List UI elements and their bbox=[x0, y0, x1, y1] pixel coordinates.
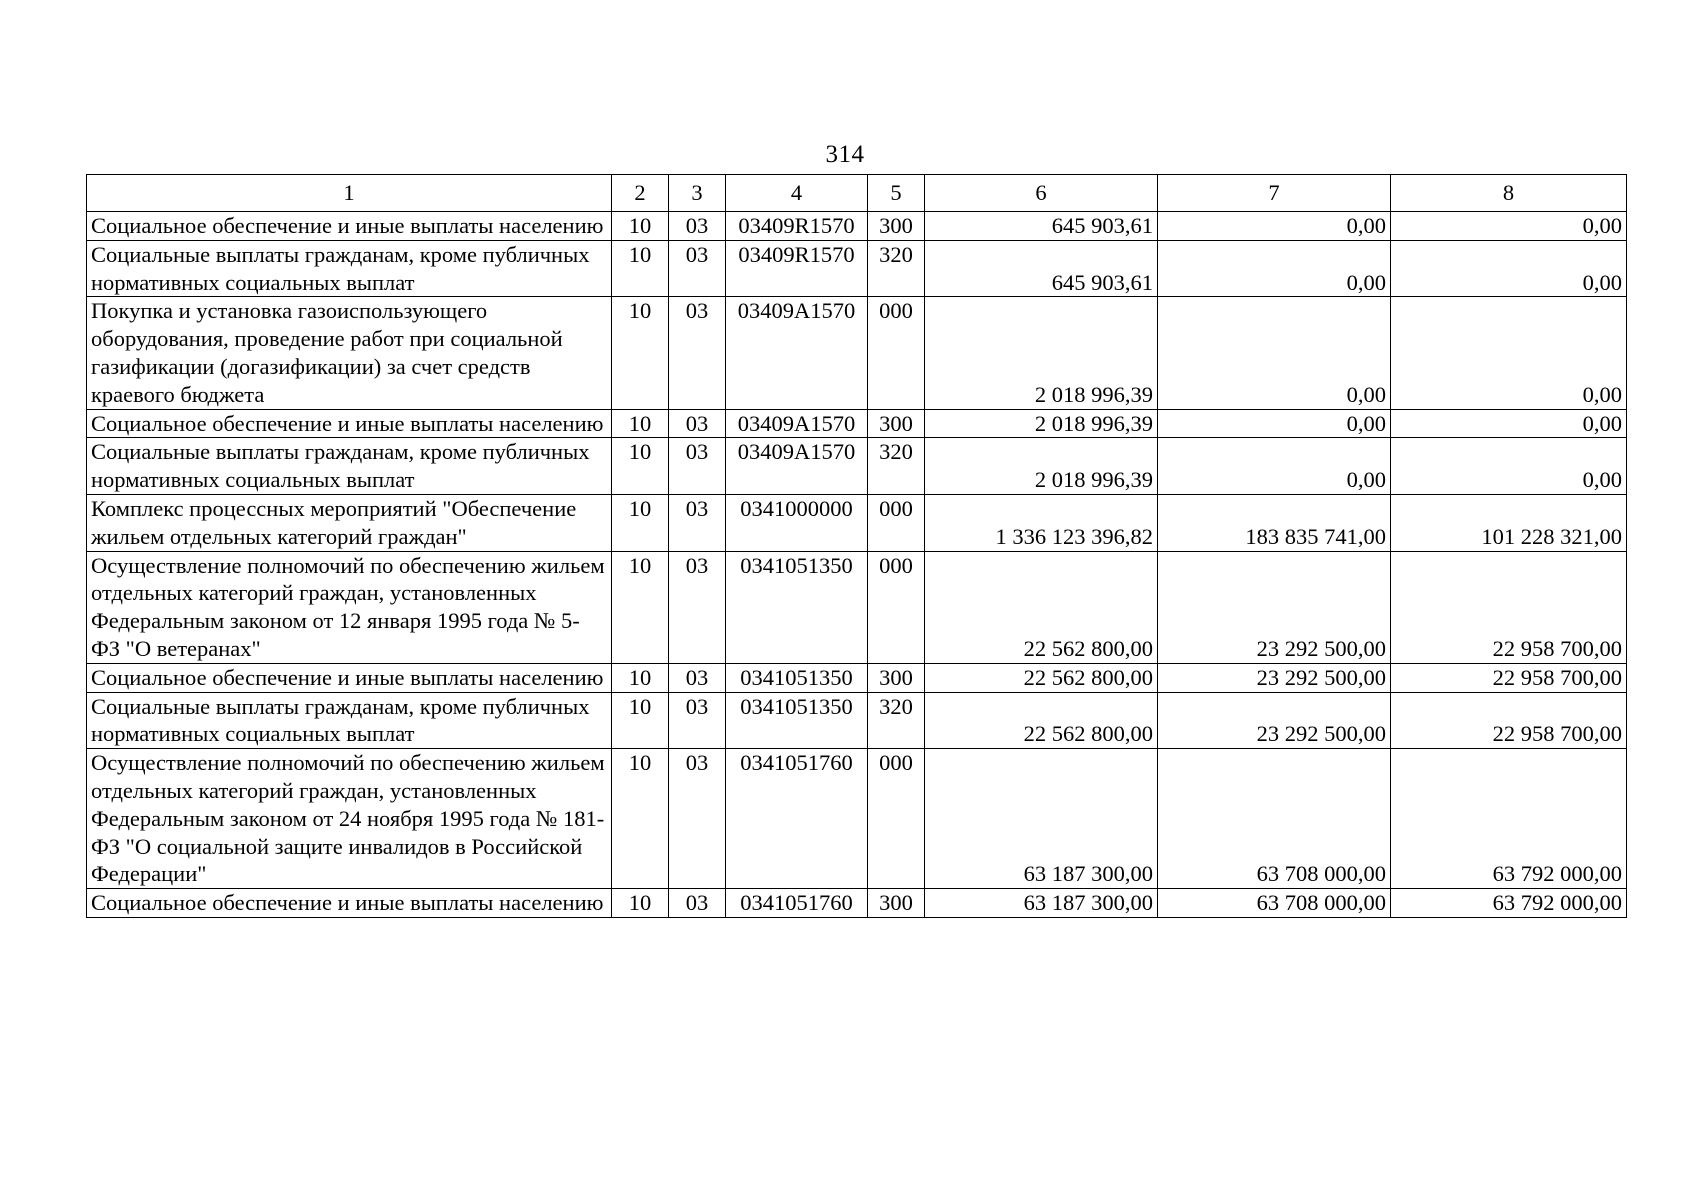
row-target-article: 03409R1570 bbox=[726, 240, 868, 297]
row-name: Социальные выплаты гражданам, кроме публичных нормативных социальных выплат bbox=[87, 240, 612, 297]
row-section-code: 10 bbox=[612, 889, 669, 918]
row-subsection-code: 03 bbox=[669, 663, 726, 692]
row-target-article: 0341051760 bbox=[726, 749, 868, 889]
row-name: Осуществление полномочий по обеспечению жильем отдельных категорий граждан, установленных Федеральным законом от 12 января 1995 года № 5-ФЗ "О ветеранах" bbox=[87, 551, 612, 663]
row-section-code: 10 bbox=[612, 494, 669, 551]
row-subsection-code: 03 bbox=[669, 438, 726, 495]
row-target-article: 0341051350 bbox=[726, 663, 868, 692]
row-amount-6: 645 903,61 bbox=[925, 240, 1158, 297]
row-subsection-code: 03 bbox=[669, 240, 726, 297]
row-amount-8: 101 228 321,00 bbox=[1391, 494, 1627, 551]
row-expense-type: 000 bbox=[868, 494, 925, 551]
row-section-code: 10 bbox=[612, 749, 669, 889]
row-amount-6: 22 562 800,00 bbox=[925, 663, 1158, 692]
table-row bbox=[87, 551, 1627, 663]
row-amount-8: 0,00 bbox=[1391, 240, 1627, 297]
row-subsection-code: 03 bbox=[669, 551, 726, 663]
row-subsection-code: 03 bbox=[669, 889, 726, 918]
row-expense-type: 320 bbox=[868, 438, 925, 495]
row-section-code: 10 bbox=[612, 551, 669, 663]
row-expense-type: 300 bbox=[868, 663, 925, 692]
row-name: Социальное обеспечение и иные выплаты населению bbox=[87, 663, 612, 692]
row-amount-8: 63 792 000,00 bbox=[1391, 889, 1627, 918]
row-name: Осуществление полномочий по обеспечению жильем отдельных категорий граждан, установленных Федеральным законом от 24 ноября 1995 года № 181-ФЗ "О социальной защите инвалидов в Российской Федерации" bbox=[87, 749, 612, 889]
row-expense-type: 300 bbox=[868, 889, 925, 918]
row-amount-7: 183 835 741,00 bbox=[1158, 494, 1391, 551]
row-amount-7: 0,00 bbox=[1158, 240, 1391, 297]
row-target-article: 0341051760 bbox=[726, 889, 868, 918]
row-amount-6: 1 336 123 396,82 bbox=[925, 494, 1158, 551]
row-amount-7: 63 708 000,00 bbox=[1158, 889, 1391, 918]
row-expense-type: 320 bbox=[868, 240, 925, 297]
row-name: Покупка и установка газоиспользующего оборудования, проведение работ при социальной газификации (догазификации) за счет средств краевого бюджета bbox=[87, 297, 612, 409]
row-section-code: 10 bbox=[612, 438, 669, 495]
row-amount-6: 63 187 300,00 bbox=[925, 749, 1158, 889]
table-row bbox=[87, 494, 1627, 551]
column-header-4: 4 bbox=[726, 175, 868, 212]
row-amount-6: 2 018 996,39 bbox=[925, 438, 1158, 495]
table-row bbox=[87, 240, 1627, 297]
row-amount-7: 0,00 bbox=[1158, 438, 1391, 495]
table-row bbox=[87, 889, 1627, 918]
row-amount-6: 22 562 800,00 bbox=[925, 692, 1158, 749]
row-subsection-code: 03 bbox=[669, 297, 726, 409]
row-section-code: 10 bbox=[612, 212, 669, 241]
table-row bbox=[87, 663, 1627, 692]
row-target-article: 03409A1570 bbox=[726, 297, 868, 409]
row-expense-type: 000 bbox=[868, 297, 925, 409]
column-header-3: 3 bbox=[669, 175, 726, 212]
table-row bbox=[87, 438, 1627, 495]
row-name: Социальное обеспечение и иные выплаты населению bbox=[87, 212, 612, 241]
row-name: Комплекс процессных мероприятий "Обеспечение жильем отдельных категорий граждан" bbox=[87, 494, 612, 551]
row-subsection-code: 03 bbox=[669, 692, 726, 749]
row-amount-8: 22 958 700,00 bbox=[1391, 551, 1627, 663]
table-body bbox=[87, 212, 1627, 918]
row-expense-type: 300 bbox=[868, 212, 925, 241]
row-amount-6: 22 562 800,00 bbox=[925, 551, 1158, 663]
row-amount-6: 2 018 996,39 bbox=[925, 297, 1158, 409]
page-number: 314 bbox=[825, 141, 865, 168]
table-row bbox=[87, 297, 1627, 409]
row-amount-7: 23 292 500,00 bbox=[1158, 551, 1391, 663]
row-amount-6: 63 187 300,00 bbox=[925, 889, 1158, 918]
row-amount-7: 23 292 500,00 bbox=[1158, 663, 1391, 692]
row-subsection-code: 03 bbox=[669, 212, 726, 241]
row-target-article: 03409A1570 bbox=[726, 438, 868, 495]
row-expense-type: 320 bbox=[868, 692, 925, 749]
row-expense-type: 000 bbox=[868, 551, 925, 663]
table-row bbox=[87, 409, 1627, 438]
row-subsection-code: 03 bbox=[669, 409, 726, 438]
row-amount-7: 0,00 bbox=[1158, 409, 1391, 438]
budget-table bbox=[86, 174, 1627, 918]
row-amount-8: 0,00 bbox=[1391, 297, 1627, 409]
row-subsection-code: 03 bbox=[669, 494, 726, 551]
header-row bbox=[87, 175, 1627, 212]
row-expense-type: 000 bbox=[868, 749, 925, 889]
table-row bbox=[87, 212, 1627, 241]
row-amount-8: 63 792 000,00 bbox=[1391, 749, 1627, 889]
row-section-code: 10 bbox=[612, 692, 669, 749]
row-amount-8: 22 958 700,00 bbox=[1391, 663, 1627, 692]
row-amount-8: 22 958 700,00 bbox=[1391, 692, 1627, 749]
column-header-5: 5 bbox=[868, 175, 925, 212]
row-amount-7: 23 292 500,00 bbox=[1158, 692, 1391, 749]
column-header-1: 1 bbox=[87, 175, 612, 212]
row-section-code: 10 bbox=[612, 297, 669, 409]
row-amount-8: 0,00 bbox=[1391, 438, 1627, 495]
row-section-code: 10 bbox=[612, 240, 669, 297]
row-target-article: 0341051350 bbox=[726, 692, 868, 749]
row-target-article: 03409R1570 bbox=[726, 212, 868, 241]
row-amount-8: 0,00 bbox=[1391, 212, 1627, 241]
column-header-2: 2 bbox=[612, 175, 669, 212]
table-row bbox=[87, 749, 1627, 889]
row-target-article: 0341000000 bbox=[726, 494, 868, 551]
row-name: Социальное обеспечение и иные выплаты населению bbox=[87, 889, 612, 918]
column-header-6: 6 bbox=[925, 175, 1158, 212]
row-expense-type: 300 bbox=[868, 409, 925, 438]
row-target-article: 0341051350 bbox=[726, 551, 868, 663]
row-subsection-code: 03 bbox=[669, 749, 726, 889]
row-name: Социальное обеспечение и иные выплаты населению bbox=[87, 409, 612, 438]
row-target-article: 03409A1570 bbox=[726, 409, 868, 438]
row-name: Социальные выплаты гражданам, кроме публичных нормативных социальных выплат bbox=[87, 438, 612, 495]
row-amount-8: 0,00 bbox=[1391, 409, 1627, 438]
table-row bbox=[87, 692, 1627, 749]
row-amount-6: 645 903,61 bbox=[925, 212, 1158, 241]
column-header-7: 7 bbox=[1158, 175, 1391, 212]
row-name: Социальные выплаты гражданам, кроме публичных нормативных социальных выплат bbox=[87, 692, 612, 749]
row-amount-6: 2 018 996,39 bbox=[925, 409, 1158, 438]
row-amount-7: 0,00 bbox=[1158, 212, 1391, 241]
row-amount-7: 0,00 bbox=[1158, 297, 1391, 409]
row-section-code: 10 bbox=[612, 663, 669, 692]
row-section-code: 10 bbox=[612, 409, 669, 438]
column-header-8: 8 bbox=[1391, 175, 1627, 212]
row-amount-7: 63 708 000,00 bbox=[1158, 749, 1391, 889]
